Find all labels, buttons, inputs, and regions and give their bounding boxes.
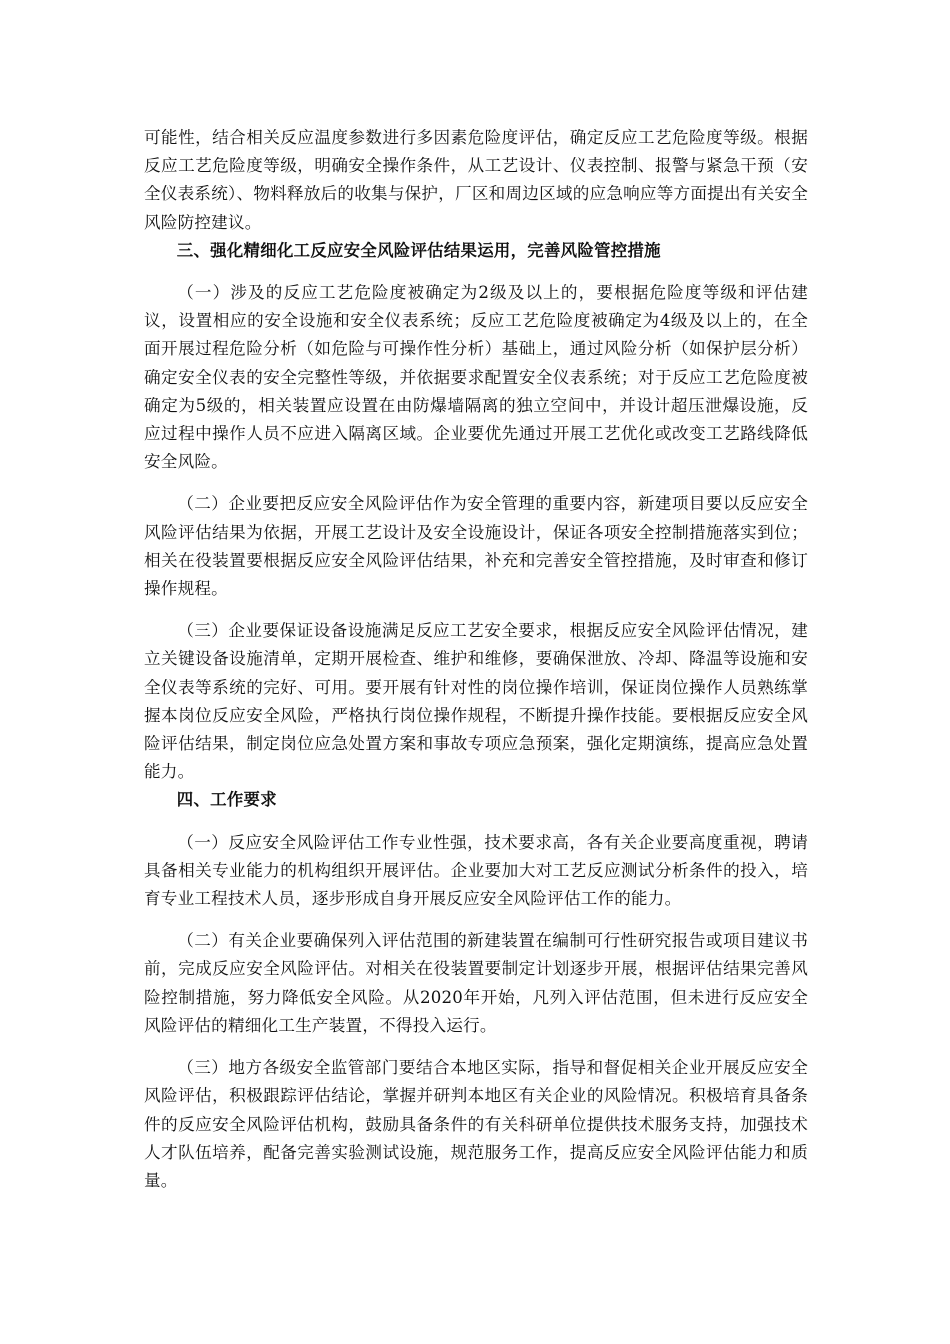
section-4-paragraph-2: （二）有关企业要确保列入评估范围的新建装置在编制可行性研究报告或项目建议书前，完成反应安全风险评估。对相关在役装置要制定计划逐步开展，根据评估结果完善风险控制措施，努力降低安全风险。从2020年开始，凡列入评估范围，但未进行反应安全风险评估的精细化工生产装置，不得投入运行。: [144, 931, 808, 1035]
section-3-paragraph-1: （一）涉及的反应工艺危险度被确定为2级及以上的，要根据危险度等级和评估建议，设置相应的安全设施和安全仪表系统；反应工艺危险度被确定为4级及以上的，在全面开展过程危险分析（如危险与可操作性分析）基础上，通过风险分析（如保护层分析）确定安全仪表的安全完整性等级，并依据要求配置安全仪表系统；对于反应工艺危险度被确定为5级的，相关装置应设置在由防爆墙隔离的独立空间中，并设计超压泄爆设施，反应过程中操作人员不应进入隔离区域。企业要优先通过开展工艺优化或改变工艺路线降低安全风险。: [144, 283, 808, 472]
section-4-paragraph-1: （一）反应安全风险评估工作专业性强，技术要求高，各有关企业要高度重视，聘请具备相关专业能力的机构组织开展评估。企业要加大对工艺反应测试分析条件的投入，培育专业工程技术人员，逐步形成自身开展反应安全风险评估工作的能力。: [144, 832, 808, 909]
section-heading-3: 三、强化精细化工反应安全风险评估结果运用，完善风险管控措施: [176, 240, 661, 260]
document-body: [144, 124, 808, 1195]
section-3-paragraph-3: （三）企业要保证设备设施满足反应工艺安全要求，根据反应安全风险评估情况，建立关键设备设施清单，定期开展检查、维护和维修，要确保泄放、冷却、降温等设施和安全仪表等系统的完好、可用。要开展有针对性的岗位操作培训，保证岗位操作人员熟练掌握本岗位反应安全风险，严格执行岗位操作规程，不断提升操作技能。要根据反应安全风险评估结果，制定岗位应急处置方案和事故专项应急预案，强化定期演练，提高应急处置能力。: [144, 621, 808, 782]
continuation-paragraph: 可能性，结合相关反应温度参数进行多因素危险度评估，确定反应工艺危险度等级。根据反应工艺危险度等级，明确安全操作条件，从工艺设计、仪表控制、报警与紧急干预（安全仪表系统）、物料释放后的收集与保护，厂区和周边区域的应急响应等方面提出有关安全风险防控建议。: [144, 128, 808, 232]
section-4-paragraph-3: （三）地方各级安全监管部门要结合本地区实际，指导和督促相关企业开展反应安全风险评估，积极跟踪评估结论，掌握并研判本地区有关企业的风险情况。积极培育具备条件的反应安全风险评估机构，鼓励具备条件的有关科研单位提供技术服务支持，加强技术人才队伍培养，配备完善实验测试设施，规范服务工作，提高反应安全风险评估能力和质量。: [144, 1058, 808, 1190]
section-heading-4: 四、工作要求: [176, 790, 277, 810]
section-3-paragraph-2: （二）企业要把反应安全风险评估作为安全管理的重要内容，新建项目要以反应安全风险评估结果为依据，开展工艺设计及安全设施设计，保证各项安全控制措施落实到位；相关在役装置要根据反应安全风险评估结果，补充和完善安全管控措施，及时审查和修订操作规程。: [144, 494, 808, 599]
